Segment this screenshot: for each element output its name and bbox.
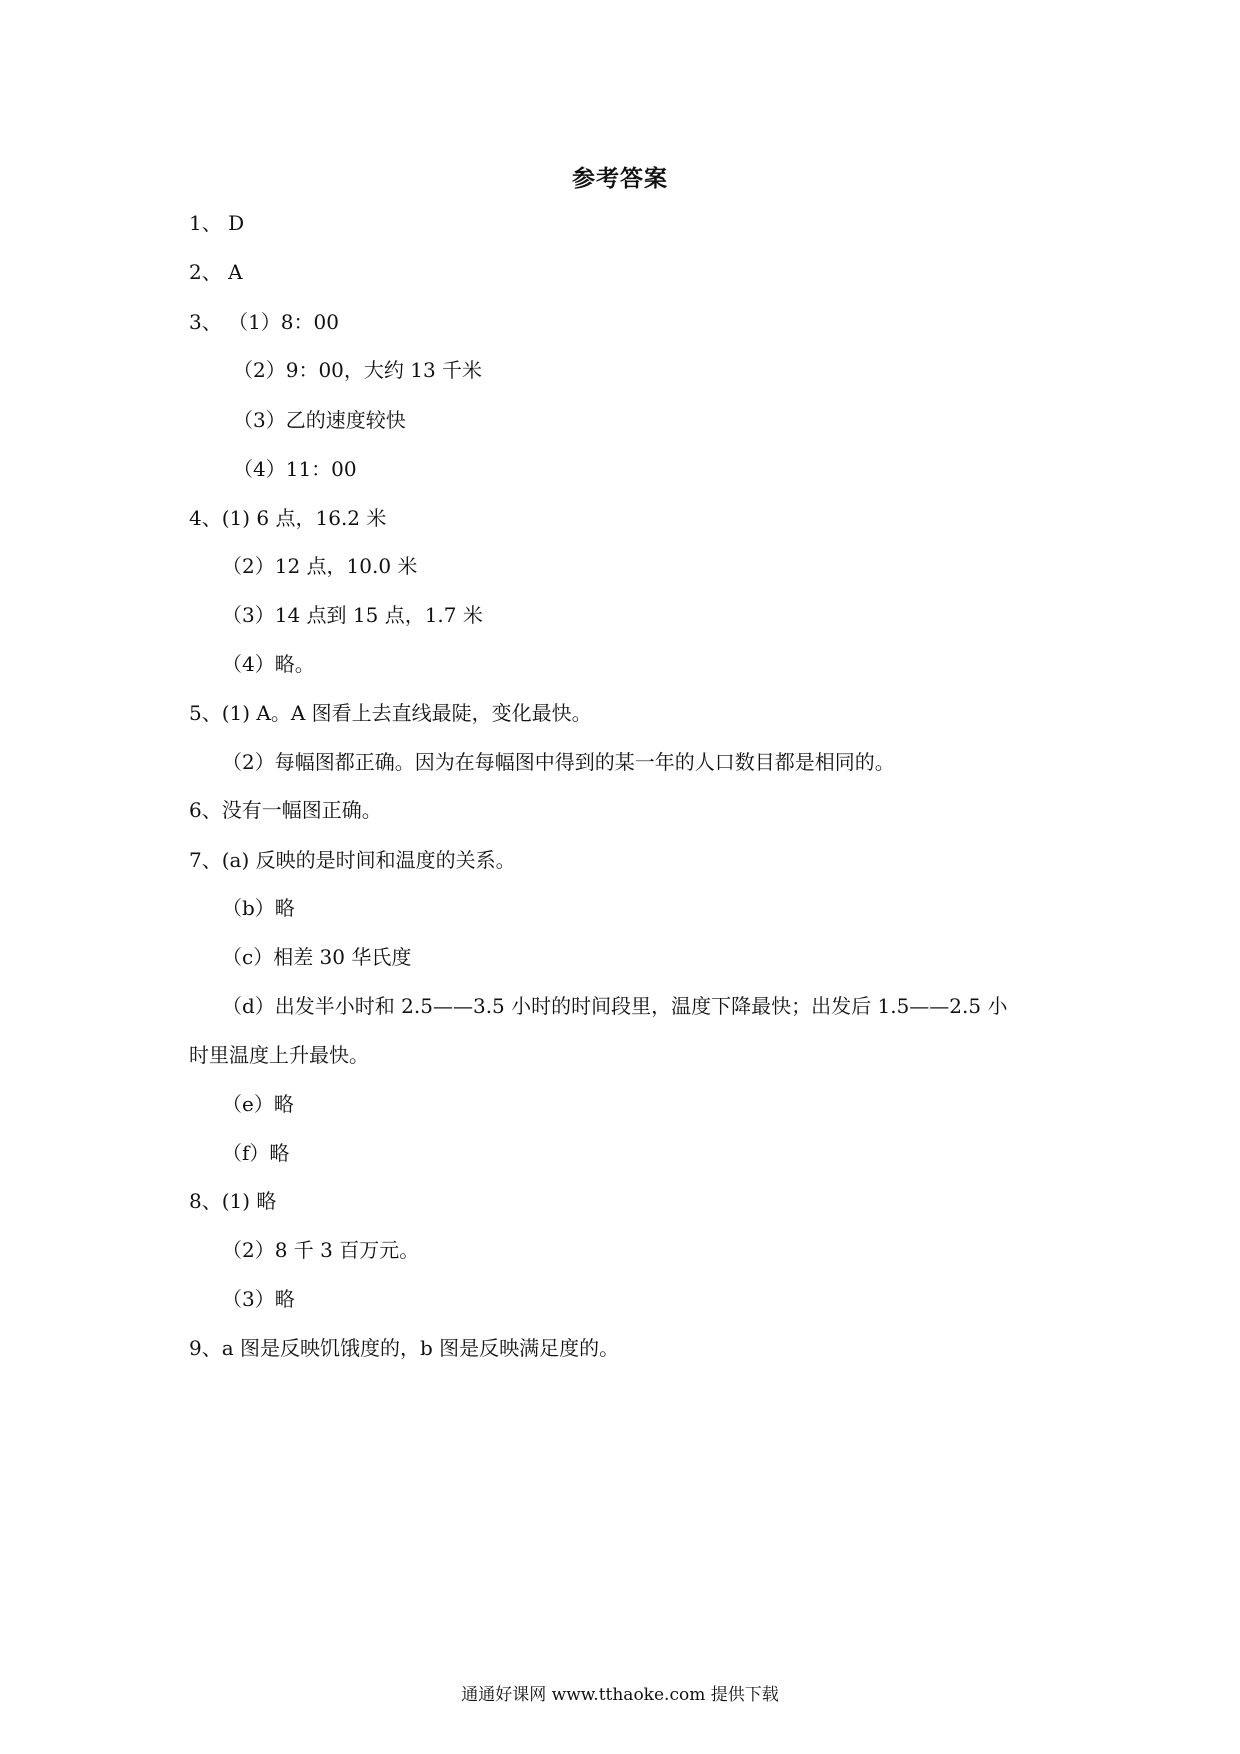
footer-note: 通通好课网 www.tthaoke.com 提供下载 [461,1685,779,1705]
answer-line-4-2: （2）12 点，10.0 米 [222,554,418,578]
answer-line-7-b: （b）略 [222,896,295,920]
answer-line-4: 4、(1) 6 点，16.2 米 [189,506,387,530]
answer-line-5-2: （2）每幅图都正确。因为在每幅图中得到的某一年的人口数目都是相同的。 [222,750,895,774]
answer-line-6: 6、没有一幅图正确。 [189,798,382,822]
answer-line-2: 2、 A [189,260,243,284]
answer-line-8-3: （3）略 [222,1287,295,1311]
answer-line-8: 8、(1) 略 [189,1189,277,1213]
answer-line-3-2: （2）9：00，大约 13 千米 [233,358,483,382]
answer-line-7-e: （e）略 [222,1092,294,1116]
answer-line-7-d: （d）出发半小时和 2.5——3.5 小时的时间段里，温度下降最快；出发后 1.5——2.5 小 [222,994,1008,1018]
answer-line-3: 3、 （1）8：00 [189,310,339,334]
answer-line-4-4: （4）略。 [222,652,315,676]
answer-line-4-3: （3）14 点到 15 点，1.7 米 [222,603,483,627]
answer-line-3-3: （3）乙的速度较快 [233,408,406,432]
answer-line-3-4: （4）11：00 [233,457,357,481]
answer-line-9: 9、a 图是反映饥饿度的，b 图是反映满足度的。 [189,1336,620,1360]
answer-line-7-d-cont: 时里温度上升最快。 [189,1043,369,1067]
answer-line-8-2: （2）8 千 3 百万元。 [222,1238,420,1262]
page-title: 参考答案 [572,166,668,192]
answer-line-1: 1、 D [189,211,245,235]
answer-line-7-c: （c）相差 30 华氏度 [222,945,412,969]
answer-line-7-f: （f）略 [222,1141,290,1165]
answer-line-7: 7、(a) 反映的是时间和温度的关系。 [189,848,516,872]
answer-line-5: 5、(1) A。A 图看上去直线最陡，变化最快。 [189,701,592,725]
